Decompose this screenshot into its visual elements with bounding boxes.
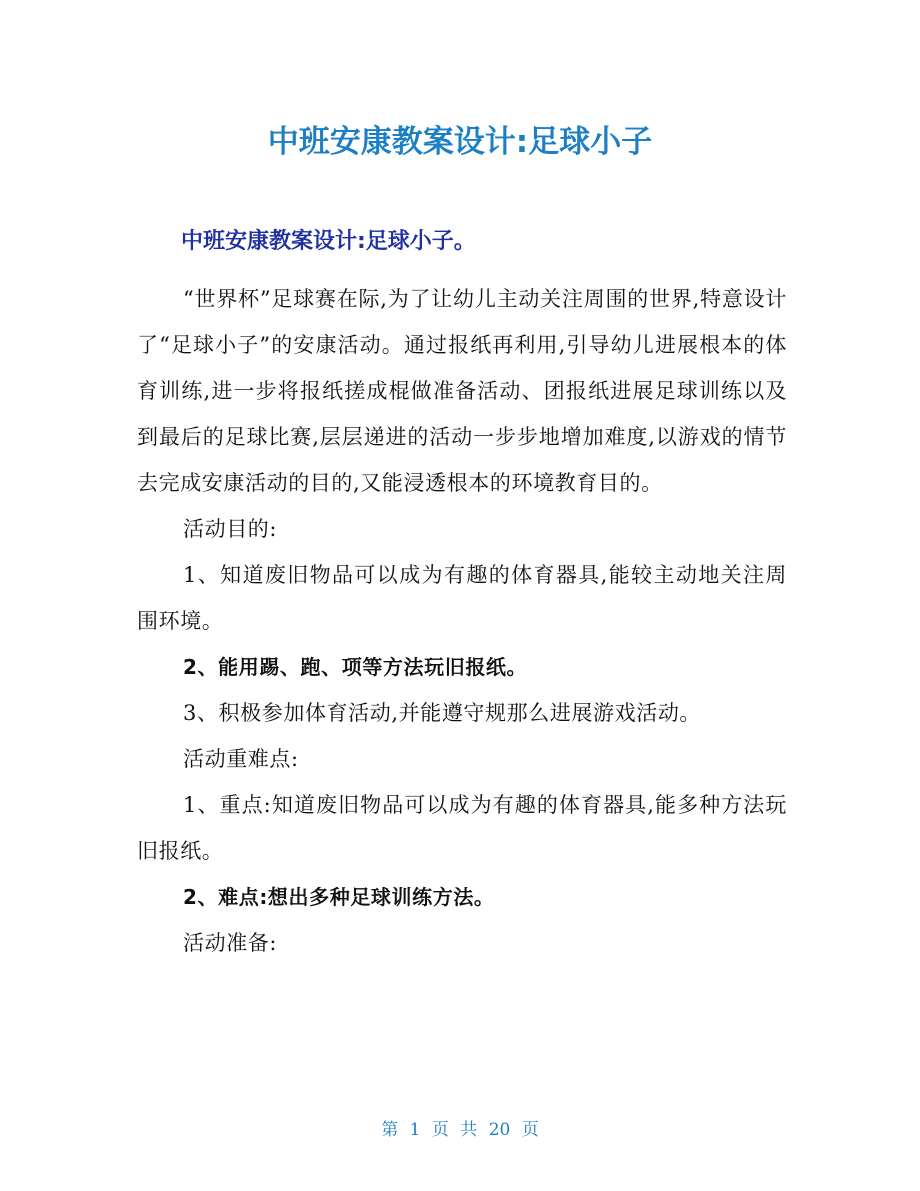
paragraph-keypoint-2: 2、难点:想出多种足球训练方法。 bbox=[183, 885, 495, 909]
paragraph-goal-2: 2、能用踢、跑、项等方法玩旧报纸。 bbox=[183, 655, 528, 679]
paragraph-preparation-heading: 活动准备: bbox=[183, 931, 278, 955]
paragraph-intro: “世界杯”足球赛在际,为了让幼儿主动关注周围的世界,特意设计了“足球小子”的安康活动。通过报纸再利用,引导幼儿进展根本的体育训练,进一步将报纸搓成棍做准备活动、团报纸进展足球训练以及到最后的足球比赛,层层递进的活动一步步地增加难度,以游戏的情节去完成安康活动的目的,又能浸透根本的环境教育目的。 bbox=[137, 287, 787, 495]
document-title: 中班安康教案设计:足球小子 bbox=[267, 124, 653, 160]
document-body bbox=[137, 276, 787, 966]
paragraph-keypoints-heading: 活动重难点: bbox=[183, 747, 299, 771]
paragraph-goal-3: 3、积极参加体育活动,并能遵守规那么进展游戏活动。 bbox=[183, 701, 702, 725]
page-number-footer: 第 1 页 共 20 页 bbox=[381, 1120, 539, 1140]
paragraph-goal-1: 1、知道废旧物品可以成为有趣的体育器具,能较主动地关注周围环境。 bbox=[137, 563, 787, 633]
paragraph-goals-heading: 活动目的: bbox=[183, 517, 278, 541]
document-subheading: 中班安康教案设计:足球小子。 bbox=[181, 229, 476, 254]
paragraph-keypoint-1: 1、重点:知道废旧物品可以成为有趣的体育器具,能多种方法玩旧报纸。 bbox=[137, 793, 787, 863]
